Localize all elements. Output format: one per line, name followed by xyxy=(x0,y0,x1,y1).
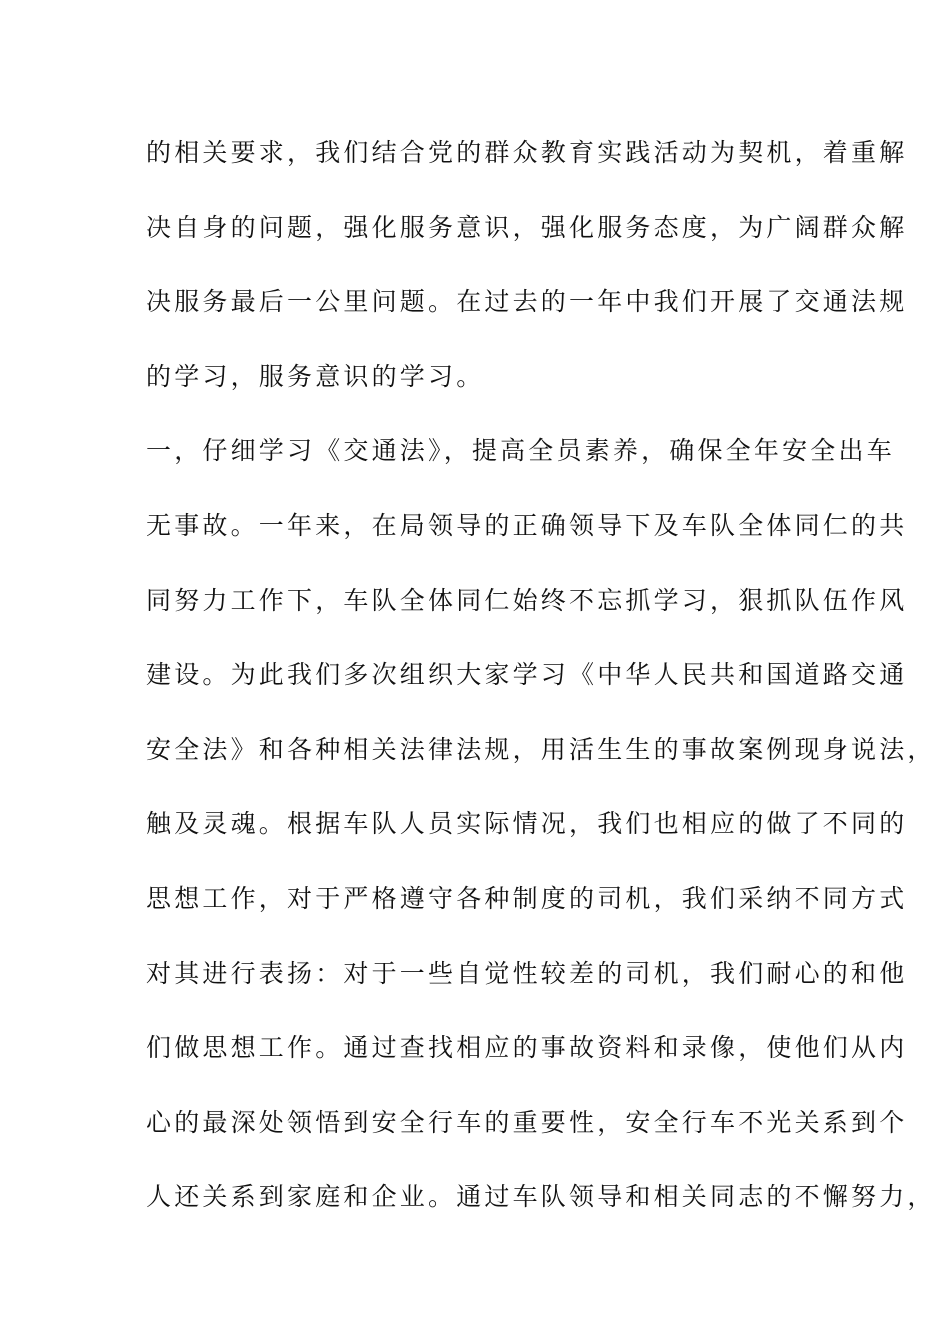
text-line: 触及灵魂。根据车队人员实际情况，我们也相应的做了不同的 xyxy=(146,809,908,839)
text-line: 决服务最后一公里问题。在过去的一年中我们开展了交通法规 xyxy=(146,287,908,317)
text-line: 思想工作，对于严格遵守各种制度的司机，我们采纳不同方式 xyxy=(146,883,908,913)
body-text xyxy=(146,128,936,1247)
text-line: 安全法》和各种相关法律法规，用活生生的事故案例现身说法， xyxy=(146,734,936,764)
text-line: 心的最深处领悟到安全行车的重要性，安全行车不光关系到个 xyxy=(146,1107,908,1137)
text-line: 人还关系到家庭和企业。通过车队领导和相关同志的不懈努力， xyxy=(146,1182,936,1212)
text-line: 的相关要求，我们结合党的群众教育实践活动为契机，着重解 xyxy=(146,138,908,167)
text-line: 建设。为此我们多次组织大家学习《中华人民共和国道路交通 xyxy=(146,660,908,690)
text-line: 决自身的问题，强化服务意识，强化服务态度，为广阔群众解 xyxy=(146,212,908,242)
text-line: 无事故。一年来，在局领导的正确领导下及车队全体同仁的共 xyxy=(146,510,908,540)
text-line: 一，仔细学习《交通法》，提高全员素养，确保全年安全出车 xyxy=(146,436,895,466)
text-line: 们做思想工作。通过查找相应的事故资料和录像，使他们从内 xyxy=(146,1033,908,1063)
text-line: 同努力工作下，车队全体同仁始终不忘抓学习，狠抓队伍作风 xyxy=(146,585,908,615)
text-line: 对其进行表扬：对于一些自觉性较差的司机，我们耐心的和他 xyxy=(146,958,908,988)
text-line: 的学习，服务意识的学习。 xyxy=(146,361,485,391)
